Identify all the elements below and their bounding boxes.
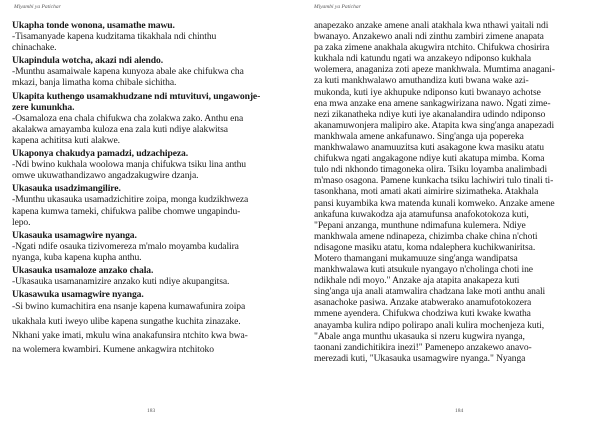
right-page-text xyxy=(314,20,590,364)
running-head: Miyambi ya Patichar xyxy=(314,4,361,10)
proverb-heading-line: Ukapita kuthengo usamakhudzane ndi mtuvituvi, ungawonje- xyxy=(12,90,261,102)
story-line: mankhwalawa kuti atsukule nyangayo n'cholinga choti ine xyxy=(314,264,533,276)
story-line: mankhwala amene ankafunawo. Sing'anga uja popereka xyxy=(314,130,524,142)
story-line: m'maso osagona. Pamene kunkacha tsiku lachiwiri tulo tinali ti- xyxy=(314,175,554,187)
explanation-line: -Ukasauka usamanamizire anzako kuti ndiye akupangitsa. xyxy=(12,276,230,288)
story-line: mankhwalawo anamuuzitsa kuti asakagone kwa masiku atatu xyxy=(314,142,545,154)
explanation-line: akalakwa amayamba kuloza ena zala kuti ndiye alakwitsa xyxy=(12,123,228,135)
story-line: bwanayo. Anzakewo anali ndi zinthu zambiri zimene anapata xyxy=(314,31,544,43)
explanation-line: -Si bwino kumachitira ena nsanje kapena kumawafunira zoipa xyxy=(12,301,246,313)
story-line: ankafuna kuwakodza aja atamufunsa anafokotokoza kuti, xyxy=(314,208,529,220)
story-line: chifukwa ngati angakagone ndiye kuti akatupa mimba. Koma xyxy=(314,153,545,165)
story-line: wolemera, anaganiza zoti apeze mankhwala. Mumtima anagani- xyxy=(314,64,555,76)
running-head: Miyambi ya Patichar xyxy=(14,4,61,10)
story-line: anayamba kulira ndipo polirapo anali kulira mochenjeza kuti, xyxy=(314,319,545,331)
proverb-heading-line: Ukapha tonde wonona, usamathe mawu. xyxy=(12,20,175,31)
explanation-line: na wolemera kwambiri. Kumene ankagwira ntchitoko xyxy=(12,344,214,356)
story-line: mukonda, kuti iye akhupuke ndiponso kuti bwanayo achotse xyxy=(314,86,541,98)
proverb-heading-line: Ukapindula wotcha, akazi ndi alendo. xyxy=(12,55,164,67)
explanation-line: -Ngati ndife osauka tizivomereza m'malo moyamba kudalira xyxy=(12,240,239,252)
proverb-heading-line: Ukasauka usamagwire nyanga. xyxy=(12,229,137,241)
page-number: 183 xyxy=(147,408,156,414)
story-line: sing'anga uja anali atamwalira chadzana lake moti anthu anali xyxy=(314,286,546,298)
story-line: za kuti mankhwalawo amuthandiza kuti bwana wake azi- xyxy=(314,75,529,87)
story-line: Motero thamangani mukamuuze sing'anga wandipatsa xyxy=(314,252,518,264)
explanation-line: -Ndi bwino kukhala woolowa manja chifukwa tsiku lina anthu xyxy=(12,159,246,171)
story-line: merezadi kuti, "Ukasauka usamagwire nyanga." Nyanga xyxy=(314,352,526,364)
story-line: "Pepani anzanga, munthune ndimafuna kulemera. Ndiye xyxy=(314,219,526,231)
explanation-line: -Tisamanyade kapena kudzitama tikakhala ndi chinthu xyxy=(12,31,217,43)
page-number: 184 xyxy=(455,408,464,414)
proverb-heading-line: Ukasauka usadzimangilire. xyxy=(12,183,121,195)
explanation-line: -Munthu asamaiwale kapena kunyoza abale ake chifukwa cha xyxy=(12,66,244,78)
story-line: akanamuwonjera malipiro ake. Atapita kwa sing'anga anapezadi xyxy=(314,119,555,131)
right-page xyxy=(300,0,600,424)
story-line: ndikhale ndi moyo." Anzake aja atapita anakapeza kuti xyxy=(314,275,520,287)
story-line: nezi zikanatheka ndiye kuti iye akanalandira udindo ndiponso xyxy=(314,108,546,120)
story-line: pa zaka zimene anakhala akugwira ntchito. Chifukwa chosirira xyxy=(314,42,550,54)
explanation-line: mkazi, banja limatha koma chibale sichitha. xyxy=(12,77,177,89)
story-line: tulo ndi nkhondo timagoneka olira. Tsiku loyamba analimbadi xyxy=(314,164,548,176)
proverb-heading-line: Ukasauka usamaloze anzako chala. xyxy=(12,264,154,276)
explanation-line: nyanga, kuba kapena kupha anthu. xyxy=(12,251,142,263)
story-line: ndisagone masiku atatu, koma ndalephera kuchikwaniritsa. xyxy=(314,241,536,253)
left-page-text xyxy=(12,20,292,357)
story-line: "Abale anga munthu ukasauka si nzeru kugwira nyanga, xyxy=(314,330,525,342)
explanation-line: kapena achititsa kuti alakwe. xyxy=(12,134,120,146)
explanation-line: omwe ukuwathandizawo angadzakugwire dzanja. xyxy=(12,170,199,182)
proverb-heading-line: zere kununkha. xyxy=(12,101,75,113)
proverb-heading-line: Ukasawuka usamagwire nyanga. xyxy=(12,289,144,301)
explanation-line: Nkhani yake imati, mkulu wina anakafunsira ntchito kwa bwa- xyxy=(12,329,248,341)
story-line: mmene ayendera. Chifukwa chodziwa kuti kwake kwatha xyxy=(314,308,531,320)
explanation-line: ukakhala kuti iweyo ulibe kapena sungathe kuchita zinazake. xyxy=(12,315,241,327)
story-line: ena mwa anzake ena amene sankagwirizana nawo. Ngati zime- xyxy=(314,97,551,109)
explanation-line: kapena kumwa tameki, chifukwa palibe chomwe ungapindu- xyxy=(12,205,241,217)
story-line: taonani zandichitikira inezi!" Pamenepo anzakewo anavo- xyxy=(314,341,532,353)
story-line: mankhwala amene ndinapeza, chizimba chake china n'choti xyxy=(314,230,538,242)
explanation-line: -Munthu ukasauka usamadzichitire zoipa, monga kudzikhweza xyxy=(12,194,249,206)
explanation-line: chinachake. xyxy=(12,42,57,54)
story-line: tasonkhana, moti amati akati aimirire sizimatheka. Atakhala xyxy=(314,186,539,198)
explanation-line: -Osamaloza ena chala chifukwa cha zolakwa zako. Anthu ena xyxy=(12,112,244,124)
story-line: anapezako anzake amene anali atakhala kwa nthawi yaitali ndi xyxy=(314,20,549,31)
story-line: asanachoke pasiwa. Anzake atabwerako anamufotokozera xyxy=(314,297,532,309)
proverb-heading-line: Ukaponya chakudya pamadzi, udzachipeza. xyxy=(12,148,189,160)
story-line: pansi kuyambika kwa matenda kunali komweko. Anzake amene xyxy=(314,197,555,209)
explanation-line: lepo. xyxy=(12,216,31,228)
story-line: kukhala ndi katundu ngati wa anzakeyo ndiponso kukhala xyxy=(314,53,532,65)
